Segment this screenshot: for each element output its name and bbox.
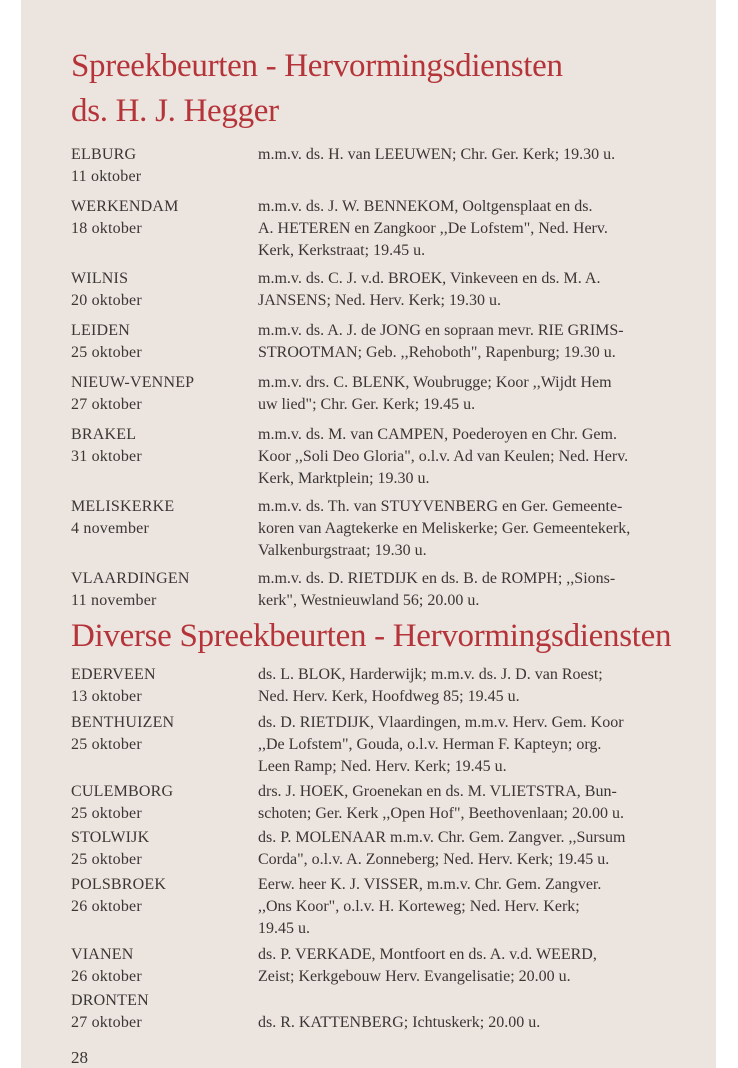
entry-line: Zeist; Kerkgebouw Herv. Evangelisatie; 20.00 u. [258, 968, 571, 985]
entry-date: 26 oktober [71, 968, 142, 985]
entry-place: VIANEN [71, 946, 134, 963]
section-1-title: Spreekbeurten - Hervormingsdiensten [71, 48, 563, 84]
entry-date: 31 oktober [71, 448, 142, 465]
entry-place: WERKENDAM [71, 198, 179, 215]
page-number: 28 [71, 1048, 88, 1067]
entry-date: 26 oktober [71, 898, 142, 915]
entry-place: EDERVEEN [71, 666, 156, 683]
entry-line: ,,Ons Koor", o.l.v. H. Korteweg; Ned. Herv. Kerk; [258, 898, 580, 915]
entry-date: 11 november [71, 592, 157, 609]
entry-line: 19.45 u. [258, 920, 310, 937]
entry-line: Ned. Herv. Kerk, Hoofdweg 85; 19.45 u. [258, 688, 520, 705]
entry-place: STOLWIJK [71, 829, 150, 846]
entry-line: m.m.v. ds. M. van CAMPEN, Poederoyen en Chr. Gem. [258, 426, 617, 443]
entry-line: ds. D. RIETDIJK, Vlaardingen, m.m.v. Herv. Gem. Koor [258, 714, 624, 731]
section-1-subtitle: ds. H. J. Hegger [71, 93, 279, 129]
entry-place: BRAKEL [71, 426, 137, 443]
entry-line: ds. L. BLOK, Harderwijk; m.m.v. ds. J. D. van Roest; [258, 666, 603, 683]
entry-line: m.m.v. ds. H. van LEEUWEN; Chr. Ger. Kerk; 19.30 u. [258, 146, 616, 163]
entry-line [258, 990, 698, 1012]
entry-line: Koor ,,Soli Deo Gloria", o.l.v. Ad van Keulen; Ned. Herv. [258, 448, 629, 465]
entry-place: MELISKERKE [71, 498, 175, 515]
entry-line: ,,De Lofstem", Gouda, o.l.v. Herman F. Kapteyn; org. [258, 736, 602, 753]
entry-line: JANSENS; Ned. Herv. Kerk; 19.30 u. [258, 292, 501, 309]
entry-line: Valkenburgstraat; 19.30 u. [258, 542, 427, 559]
entry-line: Eerw. heer K. J. VISSER, m.m.v. Chr. Gem. Zangver. [258, 876, 602, 893]
entry-line: m.m.v. drs. C. BLENK, Woubrugge; Koor ,,Wijdt Hem [258, 374, 612, 391]
entry-place: DRONTEN [71, 992, 149, 1009]
entry-line: m.m.v. ds. J. W. BENNEKOM, Ooltgensplaat en ds. [258, 198, 593, 215]
entry-line: drs. J. HOEK, Groenekan en ds. M. VLIETSTRA, Bun- [258, 783, 617, 800]
entry-line: A. HETEREN en Zangkoor ,,De Lofstem", Ned. Herv. [258, 220, 608, 237]
entry-line: uw lied"; Chr. Ger. Kerk; 19.45 u. [258, 396, 476, 413]
entry-date: 13 oktober [71, 688, 142, 705]
entry-place: BENTHUIZEN [71, 714, 175, 731]
entry-line: ds. P. MOLENAAR m.m.v. Chr. Gem. Zangver. ,,Sursum [258, 829, 626, 846]
entry-date: 4 november [71, 520, 149, 537]
entry-place: ELBURG [71, 146, 137, 163]
entry-place: LEIDEN [71, 322, 130, 339]
entry-line: STROOTMAN; Geb. ,,Rehoboth", Rapenburg; 19.30 u. [258, 344, 616, 361]
entry-place: POLSBROEK [71, 876, 167, 893]
entry-date: 25 oktober [71, 736, 142, 753]
entry-place: NIEUW-VENNEP [71, 374, 195, 391]
entry-date: 25 oktober [71, 851, 142, 868]
entry-line: m.m.v. ds. D. RIETDIJK en ds. B. de ROMPH; ,,Sions- [258, 570, 616, 587]
entry-line: m.m.v. ds. A. J. de JONG en sopraan mevr. RIE GRIMS- [258, 322, 624, 339]
entry-place: CULEMBORG [71, 783, 174, 800]
entry-date: 25 oktober [71, 805, 142, 822]
entry-line: Corda", o.l.v. A. Zonneberg; Ned. Herv. Kerk; 19.45 u. [258, 851, 610, 868]
document-page [21, 0, 716, 1068]
entry-line: m.m.v. ds. Th. van STUYVENBERG en Ger. Gemeente- [258, 498, 623, 515]
entry-line: Leen Ramp; Ned. Herv. Kerk; 19.45 u. [258, 758, 507, 775]
entry-line: m.m.v. ds. C. J. v.d. BROEK, Vinkeveen en ds. M. A. [258, 270, 601, 287]
entry-date: 11 oktober [71, 168, 142, 185]
entry-line: koren van Aagtekerke en Meliskerke; Ger. Gemeentekerk, [258, 520, 631, 537]
entry-line: Kerk, Marktplein; 19.30 u. [258, 470, 430, 487]
entry-place: WILNIS [71, 270, 129, 287]
entry-date: 27 oktober [71, 1014, 142, 1031]
entry-line: ds. P. VERKADE, Montfoort en ds. A. v.d. WEERD, [258, 946, 597, 963]
entry-date: 25 oktober [71, 344, 142, 361]
section-2-title: Diverse Spreekbeurten - Hervormingsdiensten [71, 618, 672, 654]
entry-line: Kerk, Kerkstraat; 19.45 u. [258, 242, 426, 259]
entry-date: 27 oktober [71, 396, 142, 413]
entry-date: 18 oktober [71, 220, 142, 237]
entry-line: schoten; Ger. Kerk ,,Open Hof", Beethovenlaan; 20.00 u. [258, 805, 624, 822]
entry-place: VLAARDINGEN [71, 570, 190, 587]
entry-line: kerk", Westnieuwland 56; 20.00 u. [258, 592, 480, 609]
entry-line: ds. R. KATTENBERG; Ichtuskerk; 20.00 u. [258, 1014, 541, 1031]
entry-date: 20 oktober [71, 292, 142, 309]
